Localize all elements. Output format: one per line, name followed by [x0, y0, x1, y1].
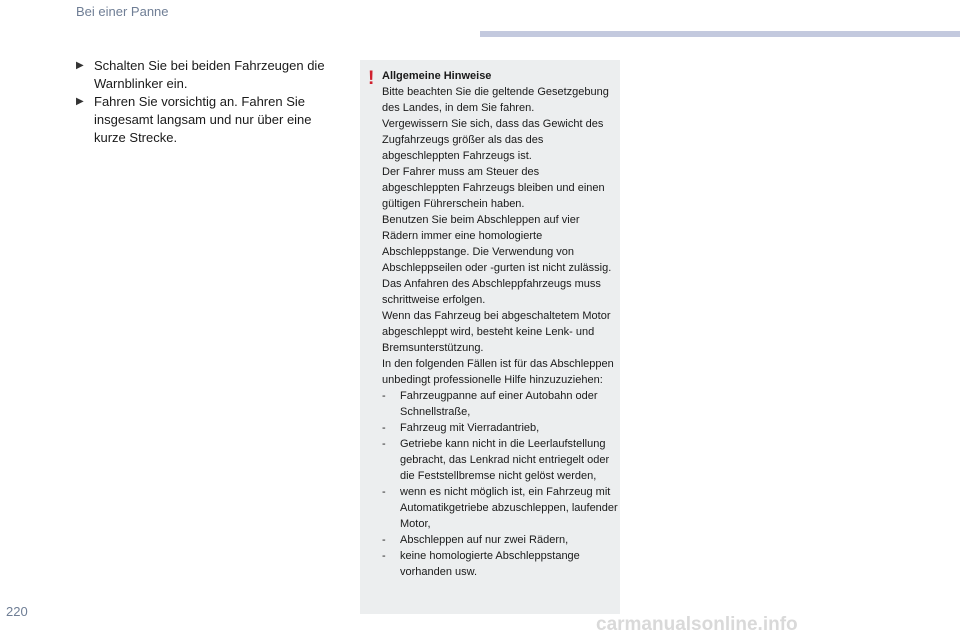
header-bar — [480, 31, 960, 37]
warning-note-box — [360, 60, 620, 614]
dash-bullet: - — [382, 534, 386, 546]
note-list-text: wenn es nicht möglich ist, ein Fahrzeug mit Automatikgetriebe abzuschleppen, laufender Motor, — [400, 486, 618, 530]
note-list-item — [382, 436, 618, 484]
note-list-item — [382, 548, 618, 580]
note-list-item — [382, 484, 618, 532]
note-paragraph: Der Fahrer muss am Steuer des abgeschleppten Fahrzeugs bleiben und einen gültigen Führerschein haben. — [382, 166, 605, 210]
note-list-text: Fahrzeugpanne auf einer Autobahn oder Schnellstraße, — [400, 390, 598, 418]
instruction-text: Fahren Sie vorsichtig an. Fahren Sie insgesamt langsam und nur über eine kurze Strecke. — [94, 94, 312, 145]
note-paragraph: Das Anfahren des Abschleppfahrzeugs muss schrittweise erfolgen. — [382, 278, 601, 306]
dash-bullet: - — [382, 486, 386, 498]
warning-note-content — [382, 68, 618, 580]
page-section-title: Bei einer Panne — [76, 4, 169, 19]
note-paragraph: Bitte beachten Sie die geltende Gesetzgebung des Landes, in dem Sie fahren. — [382, 86, 609, 114]
exclamation-icon: ! — [368, 68, 375, 89]
note-paragraph: Vergewissern Sie sich, dass das Gewicht des Zugfahrzeugs größer als das des abgeschleppten Fahrzeugs ist. — [382, 118, 604, 162]
note-title: Allgemeine Hinweise — [382, 70, 492, 82]
watermark: carmanualsonline.info — [596, 614, 798, 635]
instruction-item — [76, 93, 346, 147]
note-list-item — [382, 388, 618, 420]
note-paragraph: Wenn das Fahrzeug bei abgeschaltetem Motor abgeschleppt wird, besteht keine Lenk- und Bremsunterstützung. — [382, 310, 611, 354]
note-list-text: keine homologierte Abschleppstange vorhanden usw. — [400, 550, 580, 578]
note-paragraph: Benutzen Sie beim Abschleppen auf vier Rädern immer eine homologierte Abschleppstange. Die Verwendung von Abschleppseilen oder -gurten ist nicht zulässig. — [382, 214, 612, 274]
instruction-item — [76, 57, 346, 93]
note-paragraph: In den folgenden Fällen ist für das Abschleppen unbedingt professionelle Hilfe hinzuzuziehen: — [382, 358, 614, 386]
note-list-text: Fahrzeug mit Vierradantrieb, — [400, 422, 540, 434]
instruction-text: Schalten Sie bei beiden Fahrzeugen die Warnblinker ein. — [94, 58, 325, 91]
note-list-item — [382, 420, 618, 436]
dash-bullet: - — [382, 438, 386, 450]
note-list-text: Abschleppen auf nur zwei Rädern, — [400, 534, 569, 546]
dash-bullet: - — [382, 422, 386, 434]
page-number: 220 — [6, 604, 28, 619]
note-list-text: Getriebe kann nicht in die Leerlaufstellung gebracht, das Lenkrad nicht entriegelt oder die Feststellbremse nicht gelöst werden, — [400, 438, 610, 482]
arrow-bullet-icon: ▶ — [76, 96, 84, 107]
instruction-list — [76, 57, 346, 147]
note-list-item — [382, 532, 618, 548]
dash-bullet: - — [382, 390, 386, 402]
arrow-bullet-icon: ▶ — [76, 60, 84, 71]
dash-bullet: - — [382, 550, 386, 562]
